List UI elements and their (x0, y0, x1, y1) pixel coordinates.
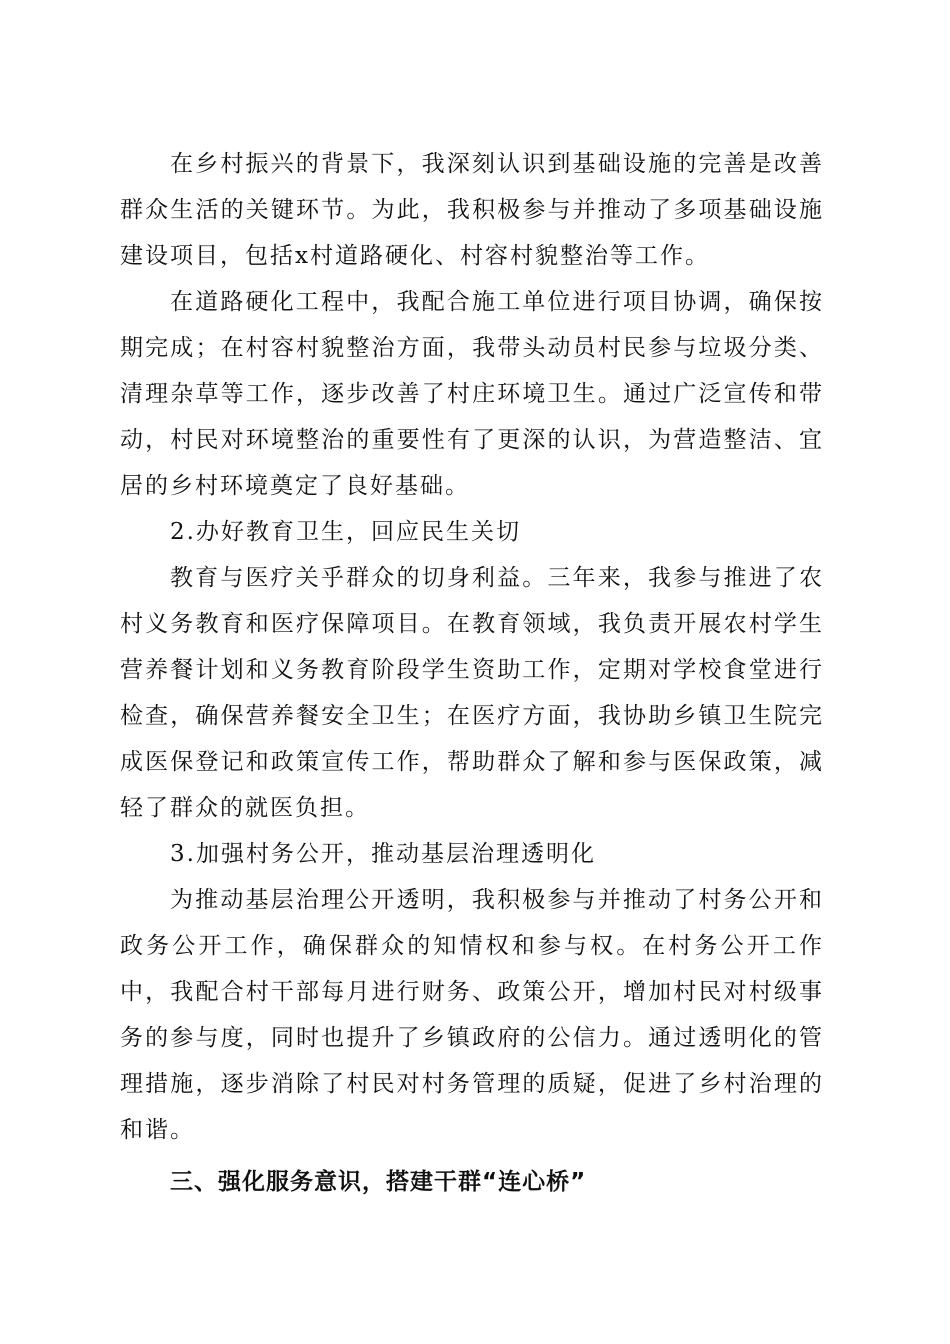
paragraph-road-hardening: 在道路硬化工程中，我配合施工单位进行项目协调，确保按期完成；在村容村貌整治方面，我带头动员村民参与垃圾分类、清理杂草等工作，逐步改善了村庄环境卫生。通过广泛宣传和带动，村民对环境整治的重要性有了更深的认识，为营造整洁、宜居的乡村环境奠定了良好基础。 (120, 289, 824, 499)
section-heading: 三、强化服务意识，搭建干群“连心桥” (170, 1169, 587, 1195)
paragraph-village-affairs: 为推动基层治理公开透明，我积极参与并推动了村务公开和政务公开工作，确保群众的知情权和参与权。在村务公开工作中，我配合村干部每月进行财务、政策公开，增加村民对村级事务的参与度，同时也提升了乡镇政府的公信力。通过透明化的管理措施，逐步消除了村民对村务管理的质疑，促进了乡村治理的和谐。 (120, 887, 824, 1143)
subheading-education-health: 2.办好教育卫生，回应民生关切 (170, 519, 521, 545)
document-body (120, 141, 824, 1205)
paragraph-education-health: 教育与医疗关乎群众的切身利益。三年来，我参与推进了农村义务教育和医疗保障项目。在教育领域，我负责开展农村学生营养餐计划和义务教育阶段学生资助工作，定期对学校食堂进行检查，确保营养餐安全卫生；在医疗方面，我协助乡镇卫生院完成医保登记和政策宣传工作，帮助群众了解和参与医保政策，减轻了群众的就医负担。 (120, 565, 824, 821)
paragraph-infrastructure-intro: 在乡村振兴的背景下，我深刻认识到基础设施的完善是改善群众生活的关键环节。为此，我积极参与并推动了多项基础设施建设项目，包括x村道路硬化、村容村貌整治等工作。 (120, 151, 824, 269)
subheading-village-affairs: 3.加强村务公开，推动基层治理透明化 (170, 841, 596, 867)
